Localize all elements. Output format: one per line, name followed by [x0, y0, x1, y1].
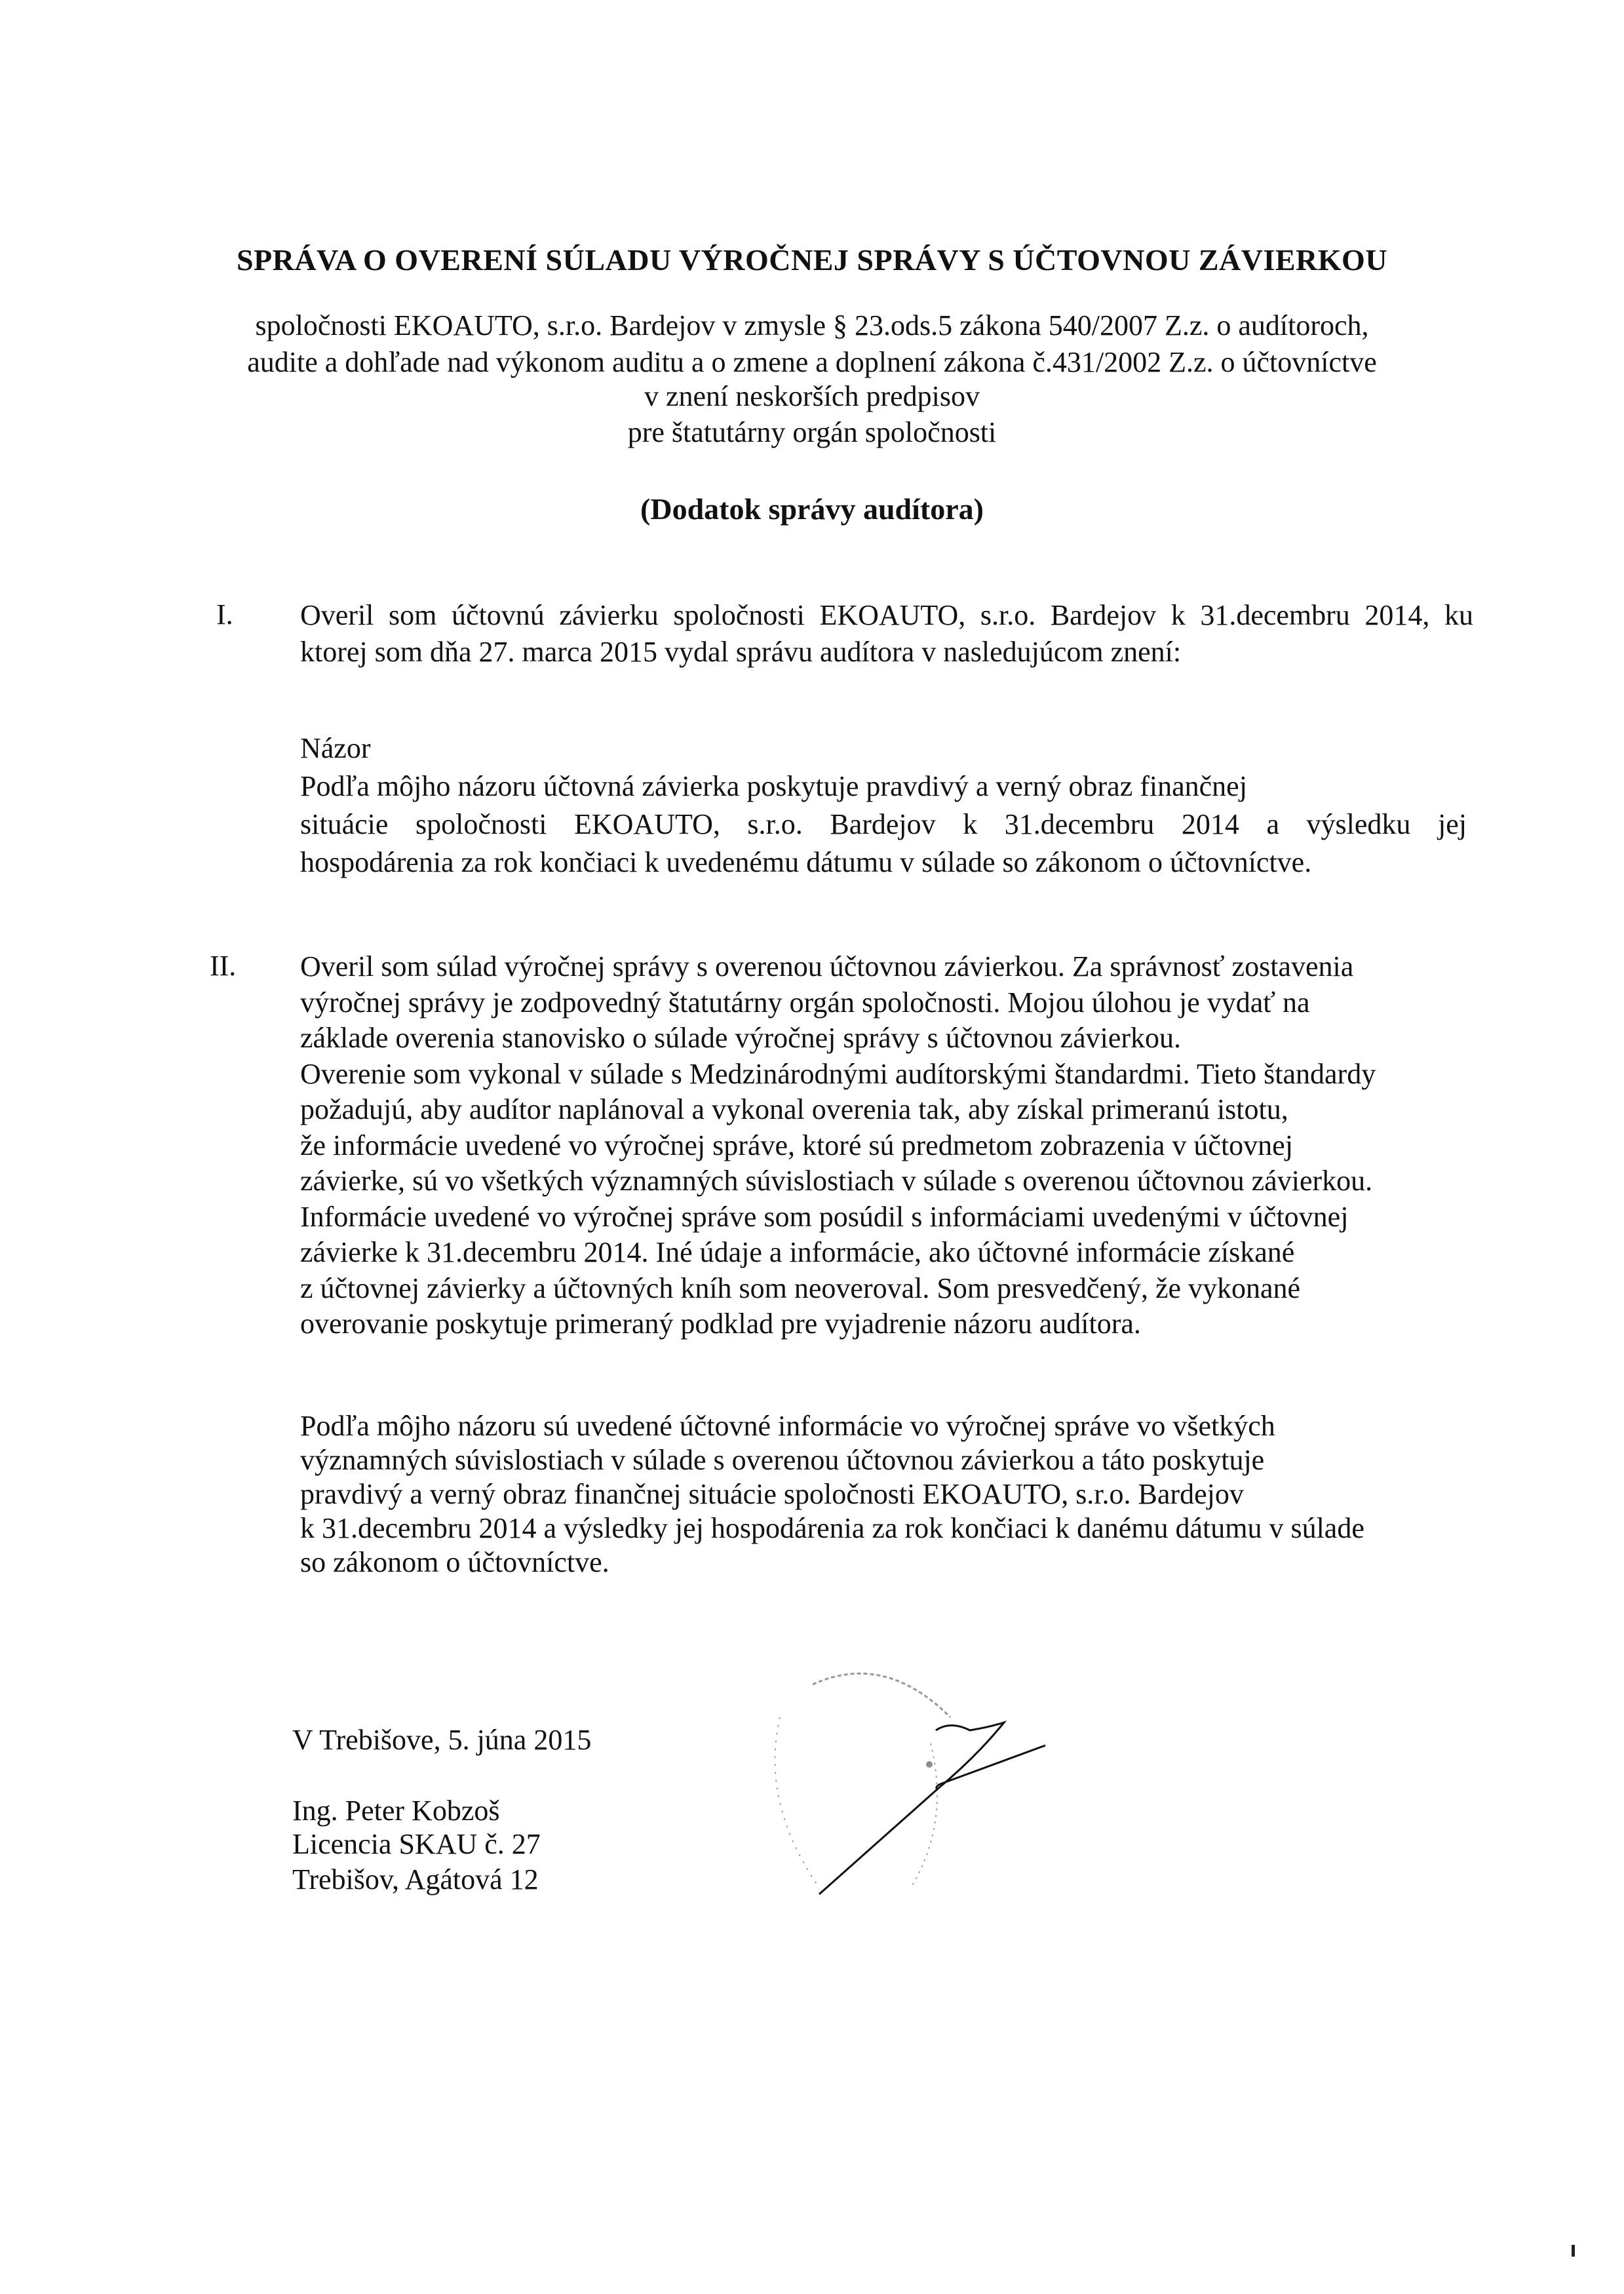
- section-line: Podľa môjho názoru sú uvedené účtovné informácie vo výročnej správe vo všetkých: [300, 1410, 1275, 1442]
- opinion-line: hospodárenia za rok končiaci k uvedenému dátumu v súlade so zákonom o účtovníctve.: [300, 846, 1312, 878]
- place-date: V Trebišove, 5. júna 2015: [292, 1724, 592, 1756]
- section-line: Informácie uvedené vo výročnej správe som posúdil s informáciami uvedenými v účtovnej: [300, 1200, 1349, 1233]
- section-line: k 31.decembru 2014 a výsledky jej hospodárenia za rok končiaci k danému dátumu v súlade: [300, 1512, 1364, 1544]
- section-line: Overenie som vykonal v súlade s Medzinárodnými audítorskými štandardmi. Tieto štandardy: [300, 1057, 1376, 1090]
- section-line: významných súvislostiach v súlade s overenou účtovnou závierkou a táto poskytuje: [300, 1444, 1265, 1476]
- intro-line: v znení neskorších predpisov: [644, 380, 980, 412]
- section-number: I.: [216, 598, 233, 631]
- section-line: základe overenia stanovisko o súlade výročnej správy s účtovnou závierkou.: [300, 1022, 1182, 1054]
- intro-line: spoločnosti EKOAUTO, s.r.o. Bardejov v zmysle § 23.ods.5 zákona 540/2007 Z.z. o audítoroch,: [255, 309, 1369, 341]
- section-line: závierke, sú vo všetkých významných súvislostiach v súlade s overenou účtovnou závierkou.: [300, 1165, 1373, 1197]
- section-line: výročnej správy je zodpovedný štatutárny orgán spoločnosti. Mojou úlohou je vydať na: [300, 986, 1310, 1019]
- opinion-line: Podľa môjho názoru účtovná závierka poskytuje pravdivý a verný obraz finančnej: [300, 770, 1247, 802]
- section-line: Overil som účtovnú závierku spoločnosti EKOAUTO, s.r.o. Bardejov k 31.decembru 2014, ku: [300, 599, 1473, 631]
- section-line: závierke k 31.decembru 2014. Iné údaje a informácie, ako účtovné informácie získané: [300, 1236, 1295, 1268]
- section-line: z účtovnej závierky a účtovných kníh som neoveroval. Som presvedčený, že vykonané: [300, 1272, 1301, 1304]
- document-title: SPRÁVA O OVERENÍ SÚLADU VÝROČNEJ SPRÁVY S ÚČTOVNOU ZÁVIERKOU: [236, 243, 1388, 277]
- intro-line: audite a dohľade nad výkonom auditu a o zmene a doplnení zákona č.431/2002 Z.z. o účtovníctve: [247, 346, 1377, 378]
- section-line: ktorej som dňa 27. marca 2015 vydal správu audítora v nasledujúcom znení:: [300, 636, 1182, 668]
- signatory-address: Trebišov, Agátová 12: [292, 1863, 539, 1895]
- intro-line: pre štatutárny orgán spoločnosti: [627, 416, 997, 448]
- section-line: so zákonom o účtovníctve.: [300, 1546, 609, 1578]
- signature: [819, 1722, 1045, 1894]
- section-line: požadujú, aby audítor naplánoval a vykonal overenia tak, aby získal primeranú istotu,: [300, 1093, 1288, 1125]
- opinion-line: situácie spoločnosti EKOAUTO, s.r.o. Bardejov k 31.decembru 2014 a výsledku jej: [300, 808, 1467, 840]
- scan-mark: [1572, 2245, 1575, 2257]
- subtitle: (Dodatok správy audítora): [640, 492, 984, 526]
- signatory-name: Ing. Peter Kobzoš: [292, 1795, 500, 1827]
- section-line: overovanie poskytuje primeraný podklad pre vyjadrenie názoru audítora.: [300, 1308, 1141, 1340]
- section-line: Overil som súlad výročnej správy s overenou účtovnou závierkou. Za správnosť zostavenia: [300, 950, 1354, 982]
- opinion-heading: Názor: [300, 732, 371, 764]
- signatory-license: Licencia SKAU č. 27: [292, 1828, 541, 1860]
- auditor-stamp-and-signature: [754, 1639, 1212, 1934]
- section-line: pravdivý a verný obraz finančnej situácie spoločnosti EKOAUTO, s.r.o. Bardejov: [300, 1478, 1244, 1510]
- section-number: II.: [210, 950, 237, 982]
- section-line: že informácie uvedené vo výročnej správe, ktoré sú predmetom zobrazenia v účtovnej: [300, 1129, 1293, 1161]
